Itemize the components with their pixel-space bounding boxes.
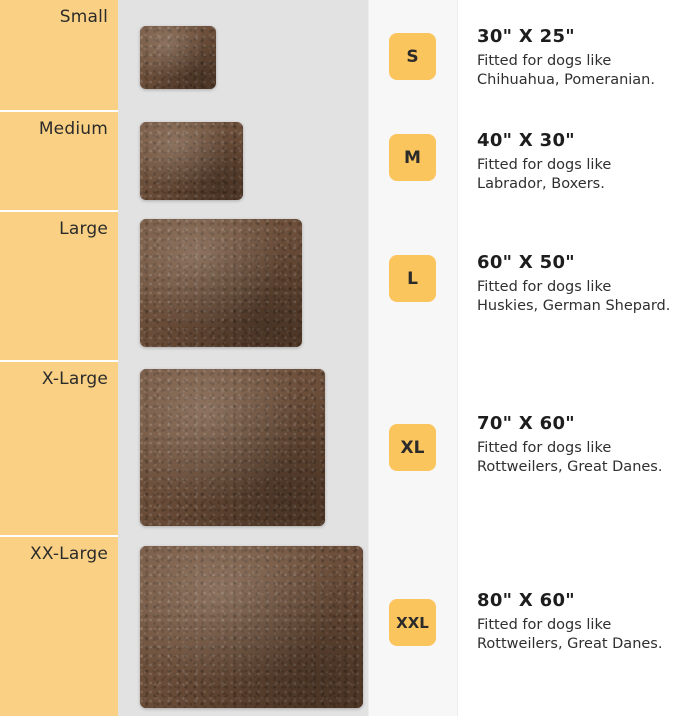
swatch-medium (140, 122, 243, 200)
description-line-1: Fitted for dogs like (477, 157, 612, 173)
size-name-row-small (0, 0, 118, 110)
badge-large: L (389, 255, 436, 302)
badge-xlarge: XL (389, 424, 436, 471)
swatch-small (140, 26, 216, 89)
size-name-label: Medium (38, 119, 108, 139)
leather-sheen (140, 219, 302, 347)
dimensions-label: 40" X 30" (477, 130, 575, 151)
detail-large (477, 252, 671, 315)
description-line-1: Fitted for dogs like (477, 279, 612, 295)
leather-sheen (140, 546, 363, 708)
description-line-2: Rottweilers, Great Danes. (477, 458, 663, 475)
badge-small: S (389, 33, 436, 80)
swatch-column (118, 0, 368, 716)
detail-small (477, 26, 671, 89)
leather-sheen (140, 26, 216, 89)
size-name-column (0, 0, 118, 716)
description-line-1: Fitted for dogs like (477, 53, 612, 69)
swatch-large (140, 219, 302, 347)
size-name-label: XX-Large (29, 544, 108, 564)
size-name-row-xxlarge (0, 535, 118, 716)
details-column (458, 0, 679, 716)
description-line-2: Chihuahua, Pomeranian. (477, 71, 655, 88)
description-line-2: Rottweilers, Great Danes. (477, 635, 663, 652)
dimensions-label: 80" X 60" (477, 590, 575, 611)
description-line-1: Fitted for dogs like (477, 617, 612, 633)
swatch-xlarge (140, 369, 325, 526)
size-name-row-medium (0, 110, 118, 210)
description-line-1: Fitted for dogs like (477, 440, 612, 456)
size-name-row-xlarge (0, 360, 118, 535)
size-name-row-large (0, 210, 118, 360)
badge-xxlarge: XXL (389, 599, 436, 646)
size-name-label: Large (59, 219, 108, 239)
leather-sheen (140, 369, 325, 526)
abbreviation-column (368, 0, 458, 716)
leather-sheen (140, 122, 243, 200)
description-line-2: Huskies, German Shepard. (477, 297, 671, 314)
detail-xxlarge (477, 590, 671, 653)
detail-xlarge (477, 413, 671, 476)
badge-medium: M (389, 134, 436, 181)
dimensions-label: 70" X 60" (477, 413, 575, 434)
description-line-2: Labrador, Boxers. (477, 175, 605, 192)
detail-medium (477, 130, 671, 193)
size-name-label: X-Large (41, 369, 108, 389)
size-name-label: Small (59, 7, 108, 27)
dimensions-label: 60" X 50" (477, 252, 575, 273)
dimensions-label: 30" X 25" (477, 26, 575, 47)
swatch-xxlarge (140, 546, 363, 708)
